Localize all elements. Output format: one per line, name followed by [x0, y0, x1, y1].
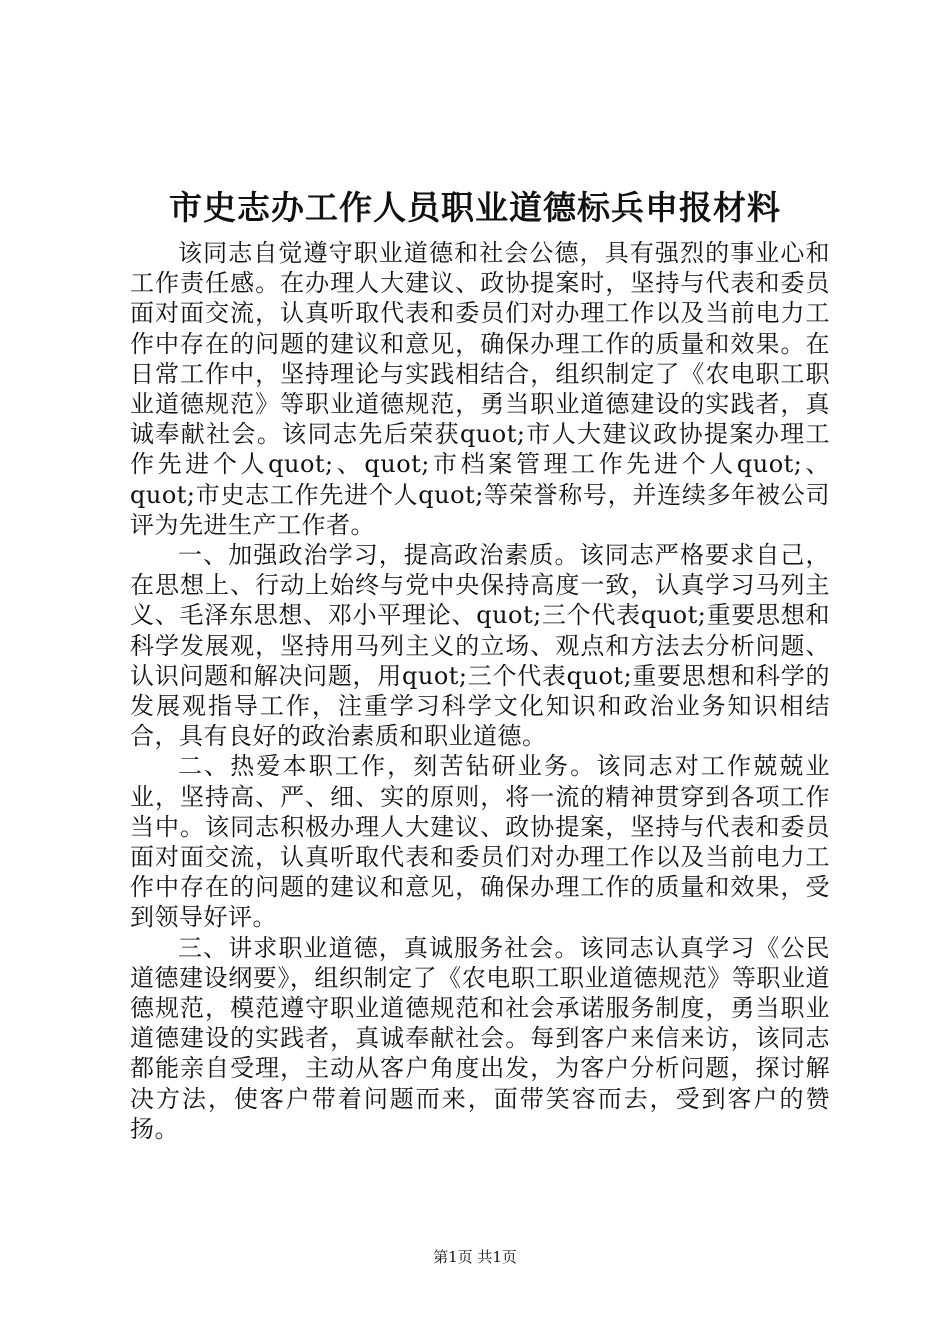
page-footer: 第1页 共1页 [433, 1248, 517, 1266]
paragraph-professional-ethics: 三、讲求职业道德，真诚服务社会。该同志认真学习《公民道德建设纲要》，组织制定了《农电职工职业道德规范》等职业道德规范，模范遵守职业道德规范和社会承诺服务制度，勇当职业道德建设的实践者，真诚奉献社会。每到客户来信来访，该同志都能亲自受理，主动从客户角度出发，为客户分析问题，探讨解决方法，使客户带着问题而来，面带笑容而去，受到客户的赞扬。 [130, 933, 830, 1143]
paragraph-work-dedication: 二、热爱本职工作，刻苦钻研业务。该同志对工作兢兢业业，坚持高、严、细、实的原则，将一流的精神贯穿到各项工作当中。该同志积极办理人大建议、政协提案，坚持与代表和委员面对面交流，认真听取代表和委员们对办理工作以及当前电力工作中存在的问题的建议和意见，确保办理工作的质量和效果，受到领导好评。 [130, 752, 830, 932]
document-title: 市史志办工作人员职业道德标兵申报材料 [169, 188, 781, 227]
paragraph-intro: 该同志自觉遵守职业道德和社会公德，具有强烈的事业心和工作责任感。在办理人大建议、政协提案时，坚持与代表和委员面对面交流，认真听取代表和委员们对办理工作以及当前电力工作中存在的问题的建议和意见，确保办理工作的质量和效果。在日常工作中，坚持理论与实践相结合，组织制定了《农电职工职业道德规范》等职业道德规范，勇当职业道德建设的实践者，真诚奉献社会。该同志先后荣获quot;市人大建议政协提案办理工作先进个人quot;、quot;市档案管理工作先进个人quot;、quot;市史志工作先进个人quot;等荣誉称号，并连续多年被公司评为先进生产工作者。 [130, 239, 830, 539]
document-body [130, 238, 830, 1144]
paragraph-political-study: 一、加强政治学习，提高政治素质。该同志严格要求自己，在思想上、行动上始终与党中央保持高度一致，认真学习马列主义、毛泽东思想、邓小平理论、quot;三个代表quot;重要思想和科学发展观，坚持用马列主义的立场、观点和方法去分析问题、认识问题和解决问题，用quot;三个代表quot;重要思想和科学的发展观指导工作，注重学习科学文化知识和政治业务知识相结合，具有良好的政治素质和职业道德。 [130, 541, 830, 751]
